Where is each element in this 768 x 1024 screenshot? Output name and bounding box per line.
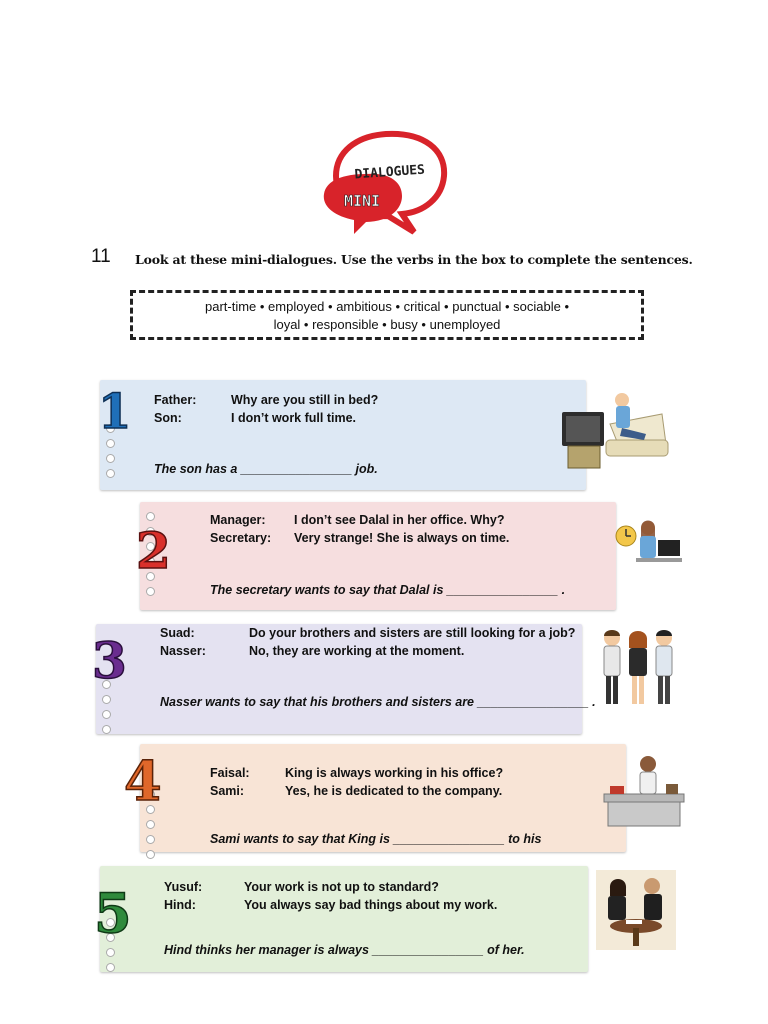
dialogue-5-line-2 [164,898,497,912]
three-office-workers-image [596,626,684,715]
speech: Yes, he is dedicated to the company. [285,784,503,798]
dialogue-3-line-1 [160,626,575,640]
speaker: Manager: [210,513,266,527]
exercise-instruction: Look at these mini-dialogues. Use the verbs in the box to complete the sentences. [135,252,693,267]
dialogue-number-1 [96,384,132,440]
svg-text:2: 2 [136,521,171,580]
speech: No, they are working at the moment. [249,644,465,658]
speaker: Faisal: [210,766,250,780]
man-on-couch-tv-image [562,384,670,481]
speech: You always say bad things about my work. [244,898,498,912]
dialogue-number-3 [90,630,130,690]
dialogue-card-3 [96,624,582,734]
man-at-desk-image [602,752,686,837]
speaker: Sami: [210,784,245,798]
speaker: Son: [154,411,182,425]
exercise-number: 11 [91,246,111,267]
dialogue-number-2 [134,520,174,580]
speaker: Father: [154,393,197,407]
logo-top-word: DIALOGUES [354,162,426,183]
dialogue-1-line-1 [154,393,378,407]
dialogue-2-line-1 [210,513,504,527]
dialogue-1-sentence: The son has a ________________ job. [154,462,378,476]
speech: King is always working in his office? [285,766,504,780]
svg-text:4: 4 [124,749,162,813]
dialogue-number-5 [92,880,132,945]
word-box-line-2: loyal • responsible • busy • unemployed [273,317,501,332]
dialogue-1-line-2 [154,411,356,425]
dialogue-5-sentence: Hind thinks her manager is always ________________ of her. [164,943,525,957]
two-people-at-table-image [596,870,676,955]
word-box-line-1: part-time • employed • ambitious • critical • punctual • sociable • [204,299,569,314]
svg-text:3: 3 [92,631,127,690]
speaker: Nasser: [160,644,206,658]
speech: Your work is not up to standard? [244,880,439,894]
speech: I don’t see Dalal in her office. Why? [294,513,505,527]
dialogue-5-line-1 [164,880,439,894]
speaker: Suad: [160,626,195,640]
speech: Do your brothers and sisters are still looking for a job? [249,626,576,640]
svg-text:5: 5 [94,881,132,945]
dialogue-number-4 [122,749,166,813]
speech: Why are you still in bed? [231,393,379,407]
dialogue-3-sentence: Nasser wants to say that his brothers and sisters are ________________ . [160,695,596,709]
svg-text:1: 1 [98,384,132,440]
logo-bottom-word: MINI [343,192,381,210]
dialogue-2-sentence: The secretary wants to say that Dalal is ________________ . [210,583,566,597]
speaker: Yusuf: [164,880,203,894]
dialogue-4-line-2 [210,784,502,798]
speaker: Hind: [164,898,196,912]
dialogue-4-line-1 [210,766,503,780]
speech: I don’t work full time. [231,411,356,425]
speaker: Secretary: [210,531,272,545]
word-box [130,290,644,340]
dialogue-2-line-2 [210,531,509,545]
mini-dialogues-logo [316,128,452,240]
dialogue-3-line-2 [160,644,464,658]
dialogue-4-sentence: Sami wants to say that King is ________________ to his [210,832,542,846]
speech: Very strange! She is always on time. [294,531,510,545]
woman-at-computer-image [612,518,684,577]
